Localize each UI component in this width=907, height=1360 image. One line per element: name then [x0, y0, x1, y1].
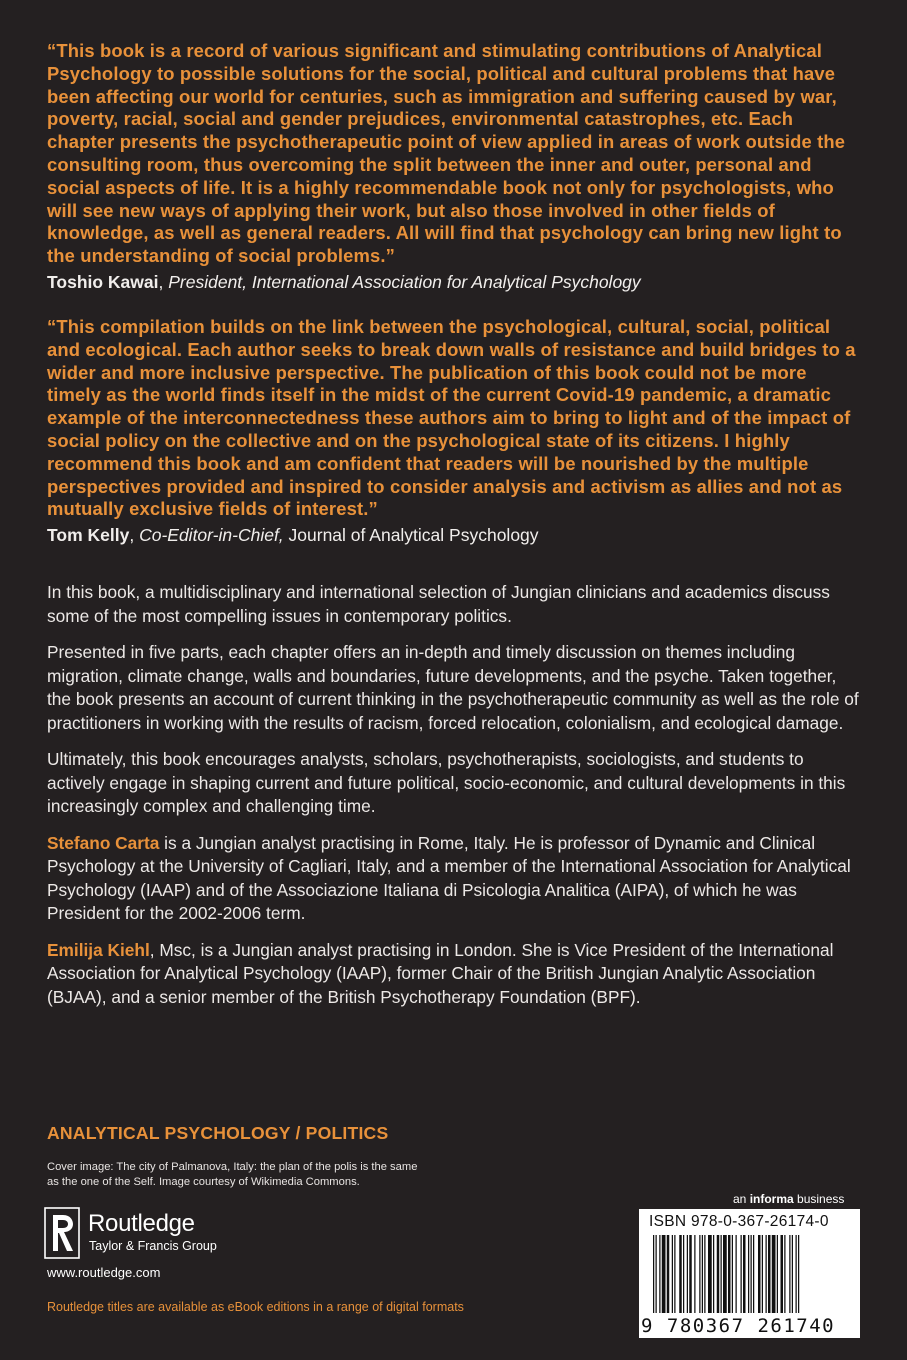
- ebook-availability-note: Routledge titles are available as eBook editions in a range of digital formats: [47, 1300, 464, 1314]
- attribution-separator-2: ,: [129, 525, 140, 546]
- blurb-paragraph-3: Ultimately, this book encourages analysts, scholars, psychotherapists, sociologists, and students to actively engage in shaping current and future political, socio-economic, and cultural developments in this increasingly complex and challenging time.: [47, 749, 846, 817]
- isbn-barcode-digits: 9 780367 261740: [641, 1315, 836, 1337]
- attribution-separator-1: ,: [158, 271, 169, 292]
- author-bio-text-2: , Msc, is a Jungian analyst practising in London. She is Vice President of the International Association for Analytical Psychology (IAAP), former Chair of the British Jungian Analytic Association (BJAA), and a senior member of the British Psychotherapy Foundation (BPF).: [47, 939, 834, 1007]
- author-name-2: Emilija Kiehl: [47, 939, 150, 960]
- endorser-role-2: Co-Editor-in-Chief,: [139, 525, 284, 546]
- isbn-barcode: [639, 1209, 860, 1338]
- routledge-r-mark-icon: [44, 1207, 80, 1259]
- author-bio-1: [47, 832, 859, 926]
- endorser-name-2: Tom Kelly: [47, 525, 130, 546]
- author-bio-text-1: is a Jungian analyst practising in Rome, Italy. He is professor of Dynamic and Clinical Psychology at the University of Cagliari, Italy, and a member of the International Association for Analytical Psychology (IAAP) and of the Associazione Italiana di Psicologia Analitica (AIPA), of which he was President for the 2002-2006 term.: [47, 832, 851, 924]
- publisher-website: www.routledge.com: [47, 1265, 161, 1280]
- endorsement-quote-1: “This book is a record of various significant and stimulating contributions of Analytical Psychology to possible solutions for the social, political and cultural problems that have been affecting our world for centuries, such as immigration and suffering caused by war, poverty, racial, social and gender prejudices, environmental catastrophes, etc. Each chapter presents the psychotherapeutic point of view applied in areas of work outside the consulting room, thus overcoming the split between the inner and outer, personal and social aspects of life. It is a highly recommendable book not only for psychologists, who will see new ways of applying their work, but also those involved in other fields of knowledge, as well as general readers. All will find that psychology can bring new light to the understanding of social problems.”: [47, 40, 846, 267]
- publisher-group: Taylor & Francis Group: [89, 1239, 217, 1253]
- endorser-role-1: President, International Association for Analytical Psychology: [168, 271, 641, 292]
- barcode-bars-icon: [653, 1235, 850, 1313]
- endorsement-attribution-1: [47, 270, 859, 294]
- blurb-paragraph-1: In this book, a multidisciplinary and international selection of Jungian clinicians and academics discuss some of the most compelling issues in contemporary politics.: [47, 582, 830, 626]
- author-bio-2: [47, 939, 859, 1010]
- informa-suffix: business: [793, 1192, 845, 1206]
- cover-image-credit: Cover image: The city of Palmanova, Italy: the plan of the polis is the same as the one of the Self. Image courtesy of Wikimedia Commons.: [47, 1161, 418, 1188]
- endorser-role-extra-2: Journal of Analytical Psychology: [283, 525, 539, 546]
- publisher-name: Routledge: [88, 1210, 195, 1237]
- routledge-logo: [44, 1207, 284, 1259]
- back-cover-content: [47, 40, 859, 1009]
- endorser-name-1: Toshio Kawai: [47, 271, 159, 292]
- informa-brand: informa: [749, 1192, 794, 1206]
- informa-prefix: an: [733, 1192, 750, 1206]
- endorsement-attribution-2: [47, 523, 859, 547]
- author-name-1: Stefano Carta: [47, 832, 160, 853]
- endorsement-quote-2: “This compilation builds on the link between the psychological, cultural, social, political and ecological. Each author seeks to break down walls of resistance and build bridges to a wider and more inclusive perspective. The publication of this book could not be more timely as the world finds itself in the midst of the current Covid-19 pandemic, a dramatic example of the interconnectedness these authors aim to bring to light and of the impact of social policy on the collective and on the psychological state of its citizens. I highly recommend this book and am confident that readers will be nourished by the multiple perspectives provided and inspired to consider analysis and activism as allies and not as mutually exclusive fields of interest.”: [47, 315, 856, 520]
- isbn-label: ISBN 978-0-367-26174-0: [649, 1213, 829, 1230]
- blurb-paragraph-2: Presented in five parts, each chapter offers an in-depth and timely discussion on themes including migration, climate change, walls and boundaries, future developments, and the psyche. Taken together, the book presents an account of current thinking in the psychotherapeutic community as well as the role of practitioners in working with the results of racism, forced relocation, colonialism, and ecological damage.: [47, 642, 859, 733]
- subject-category: ANALYTICAL PSYCHOLOGY / POLITICS: [47, 1123, 389, 1143]
- informa-tagline: [733, 1192, 844, 1206]
